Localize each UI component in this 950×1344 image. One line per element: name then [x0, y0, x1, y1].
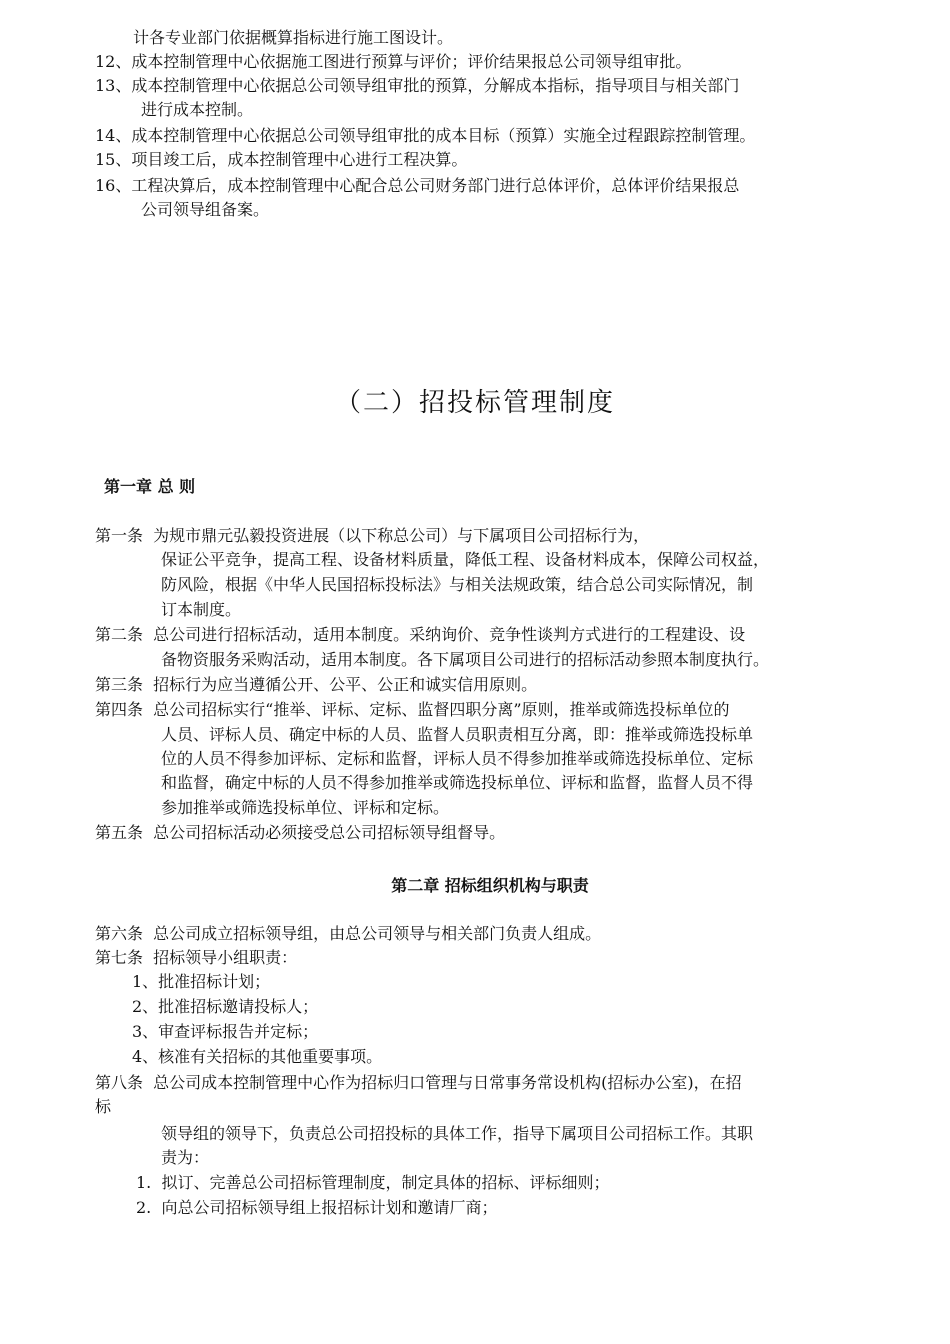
chapter-heading: 第二章 招标组织机构与职责	[391, 876, 589, 895]
list-item-12: 12、成本控制管理中心依据施工图进行预算与评价；评价结果报总公司领导组审批。	[95, 52, 692, 71]
article-4-line: 和监督，确定中标的人员不得参加推举或筛选投标单位、评标和监督，监督人员不得	[161, 773, 754, 792]
list-item-13-cont: 进行成本控制。	[141, 100, 254, 119]
section-title: （二）招投标管理制度	[334, 388, 615, 418]
article-2: 第二条 总公司进行招标活动，适用本制度。采纳询价、竞争性谈判方式进行的工程建设、设	[95, 625, 746, 644]
article-4-line: 人员、评标人员、确定中标的人员、监督人员职责相互分离，即：推举或筛选投标单	[161, 725, 754, 744]
chapter-heading: 第一章 总 则	[104, 477, 196, 496]
list-item: 3、审查评标报告并定标；	[132, 1022, 319, 1041]
article-1-line: 订本制度。	[161, 600, 242, 619]
list-item: 1. 拟订、完善总公司招标管理制度，制定具体的招标、评标细则；	[136, 1173, 610, 1192]
article-4: 第四条 总公司招标实行“推举、评标、定标、监督四职分离”原则，推举或筛选投标单位的	[95, 700, 730, 719]
article-5: 第五条 总公司招标活动必须接受总公司招标领导组督导。	[95, 823, 506, 842]
list-item-16-cont: 公司领导组备案。	[141, 200, 270, 219]
article-4-line: 位的人员不得参加评标、定标和监督，评标人员不得参加推举或筛选投标单位、定标	[161, 749, 754, 768]
article-8-line: 领导组的领导下，负责总公司招投标的具体工作，指导下属项目公司招标工作。其职	[161, 1124, 754, 1143]
article-3: 第三条 招标行为应当遵循公开、公平、公正和诚实信用原则。	[95, 675, 538, 694]
article-8-line: 责为：	[161, 1148, 210, 1167]
list-item: 2、批准招标邀请投标人；	[132, 997, 319, 1016]
list-item: 4、核准有关招标的其他重要事项。	[132, 1047, 383, 1066]
article-2-line: 备物资服务采购活动，适用本制度。各下属项目公司进行的招标活动参照本制度执行。	[161, 650, 770, 669]
article-1-line: 保证公平竞争，提高工程、设备材料质量，降低工程、设备材料成本，保障公司权益，	[161, 550, 770, 569]
article-4-line: 参加推举或筛选投标单位、评标和定标。	[161, 798, 450, 817]
list-line: 计各专业部门依据概算指标进行施工图设计。	[133, 28, 454, 47]
article-1: 第一条 为规市鼎元弘毅投资进展（以下称总公司）与下属项目公司招标行为，	[95, 526, 650, 545]
article-6: 第六条 总公司成立招标领导组，由总公司领导与相关部门负责人组成。	[95, 924, 602, 943]
list-item-14: 14、成本控制管理中心依据总公司领导组审批的成本目标（预算）实施全过程跟踪控制管理。	[95, 126, 756, 145]
article-7: 第七条 招标领导小组职责：	[95, 948, 298, 967]
list-item: 1、批准招标计划；	[132, 972, 271, 991]
list-item-13: 13、成本控制管理中心依据总公司领导组审批的预算，分解成本指标，指导项目与相关部门	[95, 76, 740, 95]
article-8: 第八条 总公司成本控制管理中心作为招标归口管理与日常事务常设机构(招标办公室)，在招	[95, 1073, 742, 1092]
list-item: 2. 向总公司招标领导组上报招标计划和邀请厂商；	[136, 1198, 498, 1217]
list-item-16: 16、工程决算后，成本控制管理中心配合总公司财务部门进行总体评价，总体评价结果报总	[95, 176, 740, 195]
article-8-wrap: 标	[95, 1097, 112, 1116]
article-1-line: 防风险，根据《中华人民国招标投标法》与相关法规政策，结合总公司实际情况，制	[161, 575, 754, 594]
list-item-15: 15、项目竣工后，成本控制管理中心进行工程决算。	[95, 150, 468, 169]
